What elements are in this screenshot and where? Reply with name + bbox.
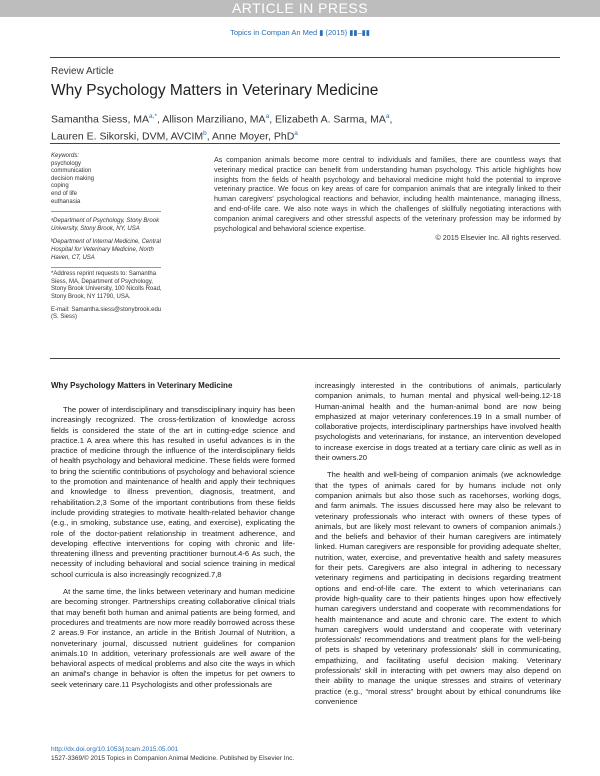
journal-citation-link[interactable]: Topics in Compan An Med ▮ (2015) ▮▮–▮▮ bbox=[230, 28, 370, 37]
author-affiliation-marker[interactable]: b bbox=[203, 129, 207, 137]
abstract-rule bbox=[50, 358, 560, 359]
keyword: coping bbox=[51, 183, 69, 190]
doi-link[interactable]: http://dx.doi.org/10.1053/j.tcam.2015.05.001 bbox=[51, 746, 179, 753]
keyword: decision making bbox=[51, 175, 95, 182]
keyword: euthanasia bbox=[51, 198, 81, 205]
body-paragraph: increasingly interested in the contributions of animals, particularly companion animals, to human mental and physical well-being.12-18 Human-animal health and the human-animal bond are now being emphasized at major veterinary conferences.19 In a small number of collaborative projects, interdisciplinary partnerships have involved health psychologists and veterinarians, for instance, an intervention developed to increase exercise in dogs treated at a tertiary care clinic as well as in their owners.20 bbox=[315, 381, 561, 463]
issn-copyright: 1527-3369/© 2015 Topics in Companion Animal Medicine. Published by Elsevier Inc. bbox=[51, 755, 295, 762]
info-divider bbox=[51, 211, 161, 212]
keyword: communication bbox=[51, 168, 92, 175]
keyword: psychology bbox=[51, 160, 82, 167]
author-affiliation-marker[interactable]: a bbox=[265, 113, 270, 120]
article-info-column bbox=[51, 153, 169, 322]
body-paragraph: The health and well-being of companion animals (we acknowledge that the types of animals cared for by humans include not only companion animals but also those such as racehorses, working dogs, and farm animals. The issues discussed here may also be relevant to veterinary professionals who interact with owners of these types of animals, but are likely most relevant to owners of companion animals.) and the beliefs and behavior of their human caregivers are intimately linked. Human caregivers are responsible for providing adequate shelter, nutrition, water, exercise, and preventative health and safety measures for their pets. Caregivers are also integral in adhering to necessary veterinary regimens and participating in decisions regarding treatment options and end-of-life care. The extent to which veterinarians can provide high-quality care to their patients hinges upon how effectively human caregivers understand and cooperate with recommendations for health maintenance and acute and chronic care. The extent to which human caregivers would understand and cooperate with veterinary professionals' recommendations and treatment plans for the well-being of pets is shaped by veterinary professionals' skill in communicating, empathizing, and facilitating useful decision making. Veterinary professionals' skill in interacting with pet owners may also depend on their ability to manage the unique stresses and strains of veterinary practice (e.g., “moral stress” brought about by ethical conundrums like convenience bbox=[315, 470, 561, 706]
author-affiliation-marker[interactable]: a,* bbox=[149, 113, 157, 120]
author-affiliation-marker[interactable]: a bbox=[294, 129, 298, 137]
author-affiliation-marker[interactable]: a bbox=[385, 113, 390, 120]
affiliation: ᵃDepartment of Psychology, Stony Brook University, Stony Brook, NY, USA bbox=[51, 218, 160, 232]
author-name: Allison Marziliano, MA bbox=[162, 113, 266, 126]
keyword: end of life bbox=[51, 190, 78, 197]
email-link[interactable]: E-mail: Samantha.siess@stonybrook.edu (S. Siess) bbox=[51, 306, 162, 321]
info-divider bbox=[51, 267, 161, 268]
author-name: Elizabeth A. Sarma, MA bbox=[275, 113, 386, 126]
body-column-left bbox=[51, 405, 295, 697]
body-paragraph: The power of interdisciplinary and transdisciplinary inquiry has been increasingly recognized. The cross-fertilization of knowledge across fields is considered the state of the art in cutting-edge science and practice.1 A area where this has resulted in useful advances is in the practice of medicine through the influence of the interdisciplinary fields of health psychology and behavioral medicine. These fields were formed to bring the scientific contributions of psychology and behavioral science to the promotion and maintenance of health and apply their techniques and knowledge to illness prevention, diagnosis, treatment, and rehabilitation.2,3 Some of the important contributions from these fields include providing strategies to motivate health-related behavior change (e.g., in smoking, substance use, eating, and exercise), explicating the role of the doctor-patient relationship in treatment adherence, and developing effective interventions for coping with chronic and life-threatening illness and preventing practitioner burnout.4-6 As such, the necessity of including behavioral and social science training in medical school curricula is also increasingly recognized.7,8 bbox=[51, 405, 295, 579]
correspondence-address: *Address reprint requests to: Samantha Siess, MA, Department of Psychology, Stony Brook University, 100 Nicolls Road, Stony Brook, NY 11790, USA. bbox=[51, 271, 162, 300]
header-rule bbox=[50, 57, 560, 58]
author-name: Anne Moyer, PhD bbox=[212, 130, 295, 142]
authors-rule bbox=[50, 143, 560, 144]
abstract-text: As companion animals become more central to individuals and families, there are countless ways that veterinary medical practice can benefit from understanding human psychology. This article highlights how insights from the fields of health psychology and behavioral medicine might hold the potential to improve veterinary practice. We focus on key areas of care for companion animals that are integrally linked to their human caregivers' psychological reactions and behavior, including health maintenance, managing illness, and end-of-life care. We also note ways in which the challenges of skillfully negotiating interactions with companion animal caregivers and other stressful aspects of the veterinary profession may be informed by psychological and behavioral science expertise. bbox=[214, 155, 561, 233]
article-in-press-banner: ARTICLE IN PRESS bbox=[0, 0, 600, 17]
body-paragraph: At the same time, the links between veterinary and human medicine are becoming stronger. Partnerships creating collaborative clinical trials that may benefit both human and animal patients are being formed, and procedures and treatments are now more readily borrowed across these 2 areas.9 For instance, an article in the British Journal of Nutrition, a nonveterinary journal, discussed nutrient guidelines for companion animals.10 In addition, veterinary professionals are well aware of the behavioral aspects of medical problems and also cite the ways in which an animal's change in behavior is often the impetus for pet owners to seek veterinary care.11 Psychologists and other professionals are bbox=[51, 587, 295, 689]
page-footer bbox=[51, 745, 294, 763]
article-title: Why Psychology Matters in Veterinary Medicine bbox=[51, 82, 379, 99]
section-heading: Why Psychology Matters in Veterinary Medicine bbox=[51, 381, 233, 390]
body-column-right bbox=[315, 381, 561, 714]
article-type: Review Article bbox=[51, 66, 114, 77]
copyright-notice: © 2015 Elsevier Inc. All rights reserved. bbox=[435, 233, 561, 243]
author-name: Lauren E. Sikorski, DVM, AVCIM bbox=[51, 130, 204, 142]
keywords-title: Keywords: bbox=[51, 153, 80, 159]
abstract bbox=[214, 155, 561, 243]
author-list: Samantha Siess, $MA^{a,*}$, Allison Marziliano, $MA^a$, Elizabeth A. Sarma, $MA^a$, Lauren E. Sikorski, DVM, AVCIM$^b$, Anne Moyer, PhD$^a$ bbox=[51, 113, 393, 142]
affiliation: ᵇDepartment of Internal Medicine, Central Hospital for Veterinary Medicine, North Haven, CT, USA bbox=[51, 239, 161, 261]
author-name: Samantha Siess, MA bbox=[51, 113, 150, 126]
